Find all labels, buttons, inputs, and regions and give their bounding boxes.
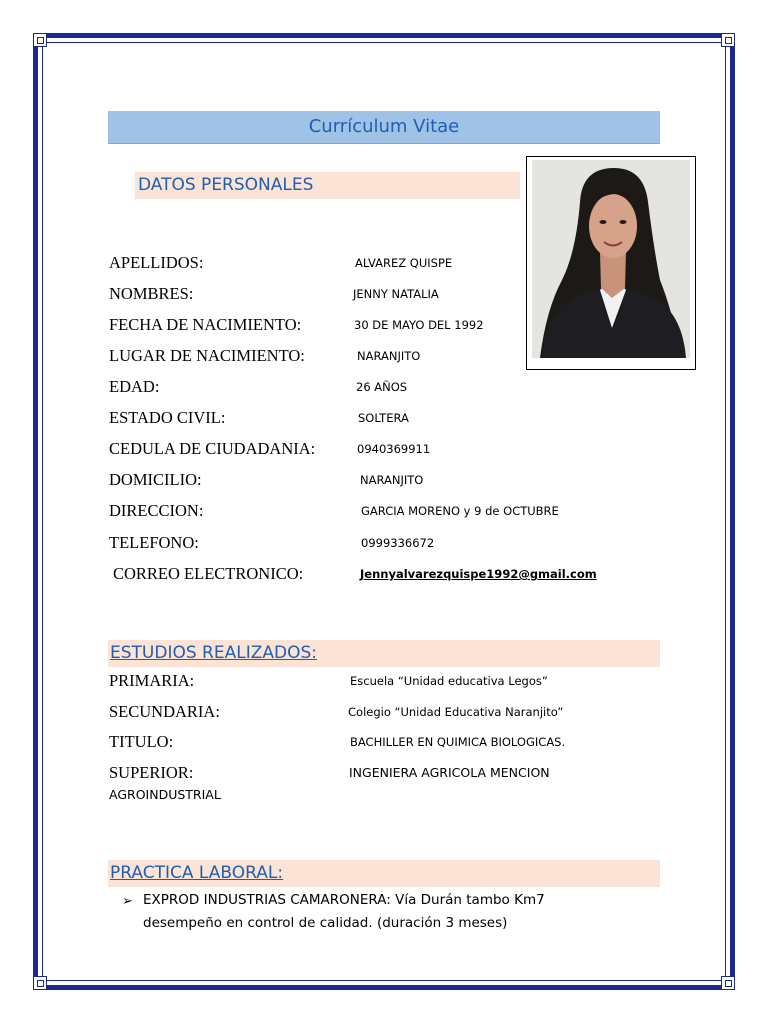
field-label-direccion: DIRECCION: (109, 501, 204, 520)
field-label-edad: EDAD: (109, 377, 160, 396)
section-heading-text: PRACTICA LABORAL: (110, 863, 284, 883)
field-value-titulo: BACHILLER EN QUIMICA BIOLOGICAS. (350, 735, 566, 749)
corner-ornament-icon (721, 33, 735, 47)
field-value-fecha-nacimiento: 30 DE MAYO DEL 1992 (354, 318, 484, 332)
field-value-secundaria: Colegio “Unidad Educativa Naranjito” (348, 705, 564, 719)
document-title: Currículum Vitae (108, 111, 660, 144)
field-value-estado-civil: SOLTERA (358, 411, 409, 425)
corner-ornament-icon (33, 33, 47, 47)
field-label-apellidos: APELLIDOS: (109, 253, 204, 272)
field-label-cedula: CEDULA DE CIUDADANIA: (109, 439, 316, 458)
field-value-domicilio: NARANJITO (360, 473, 424, 487)
corner-ornament-icon (721, 976, 735, 990)
practica-line-2: desempeño en control de calidad. (duración 3 meses) (143, 915, 508, 931)
field-label-nombres: NOMBRES: (109, 284, 194, 303)
arrow-bullet-icon: ➢ (122, 894, 133, 909)
section-heading-practica (108, 860, 660, 887)
field-value-direccion: GARCIA MORENO y 9 de OCTUBRE (361, 504, 559, 518)
field-label-telefono: TELEFONO: (109, 533, 199, 552)
field-value-apellidos: ALVAREZ QUISPE (355, 256, 453, 270)
practica-line-1: EXPROD INDUSTRIAS CAMARONERA: Vía Durán tambo Km7 (143, 892, 545, 908)
corner-ornament-icon (33, 976, 47, 990)
section-heading-estudios (108, 640, 660, 667)
field-label-fecha-nacimiento: FECHA DE NACIMIENTO: (109, 315, 302, 334)
section-heading-datos-personales (135, 172, 520, 199)
field-value-nombres: JENNY NATALIA (353, 287, 439, 301)
field-value-edad: 26 AÑOS (356, 380, 408, 394)
field-value-lugar-nacimiento: NARANJITO (357, 349, 421, 363)
email-link[interactable]: Jennyalvarezquispe1992@gmail.com (360, 567, 597, 581)
field-value-superior-cont: AGROINDUSTRIAL (109, 787, 221, 802)
profile-photo-frame (526, 156, 696, 370)
field-label-titulo: TITULO: (109, 732, 174, 751)
field-label-secundaria: SECUNDARIA: (109, 702, 220, 721)
profile-photo (532, 160, 690, 358)
field-value-telefono: 0999336672 (361, 536, 435, 550)
field-label-estado-civil: ESTADO CIVIL: (109, 408, 226, 427)
section-heading-text: ESTUDIOS REALIZADOS: (110, 643, 317, 663)
field-value-cedula: 0940369911 (357, 442, 431, 456)
field-value-primaria: Escuela “Unidad educativa Legos” (350, 674, 548, 688)
field-value-superior: INGENIERA AGRICOLA MENCION (349, 765, 550, 780)
section-heading-text: DATOS PERSONALES (138, 175, 314, 195)
field-label-primaria: PRIMARIA: (109, 671, 195, 690)
field-label-correo: CORREO ELECTRONICO: (113, 564, 304, 583)
field-label-lugar-nacimiento: LUGAR DE NACIMIENTO: (109, 346, 305, 365)
field-label-domicilio: DOMICILIO: (109, 470, 202, 489)
field-label-superior: SUPERIOR: (109, 763, 194, 782)
